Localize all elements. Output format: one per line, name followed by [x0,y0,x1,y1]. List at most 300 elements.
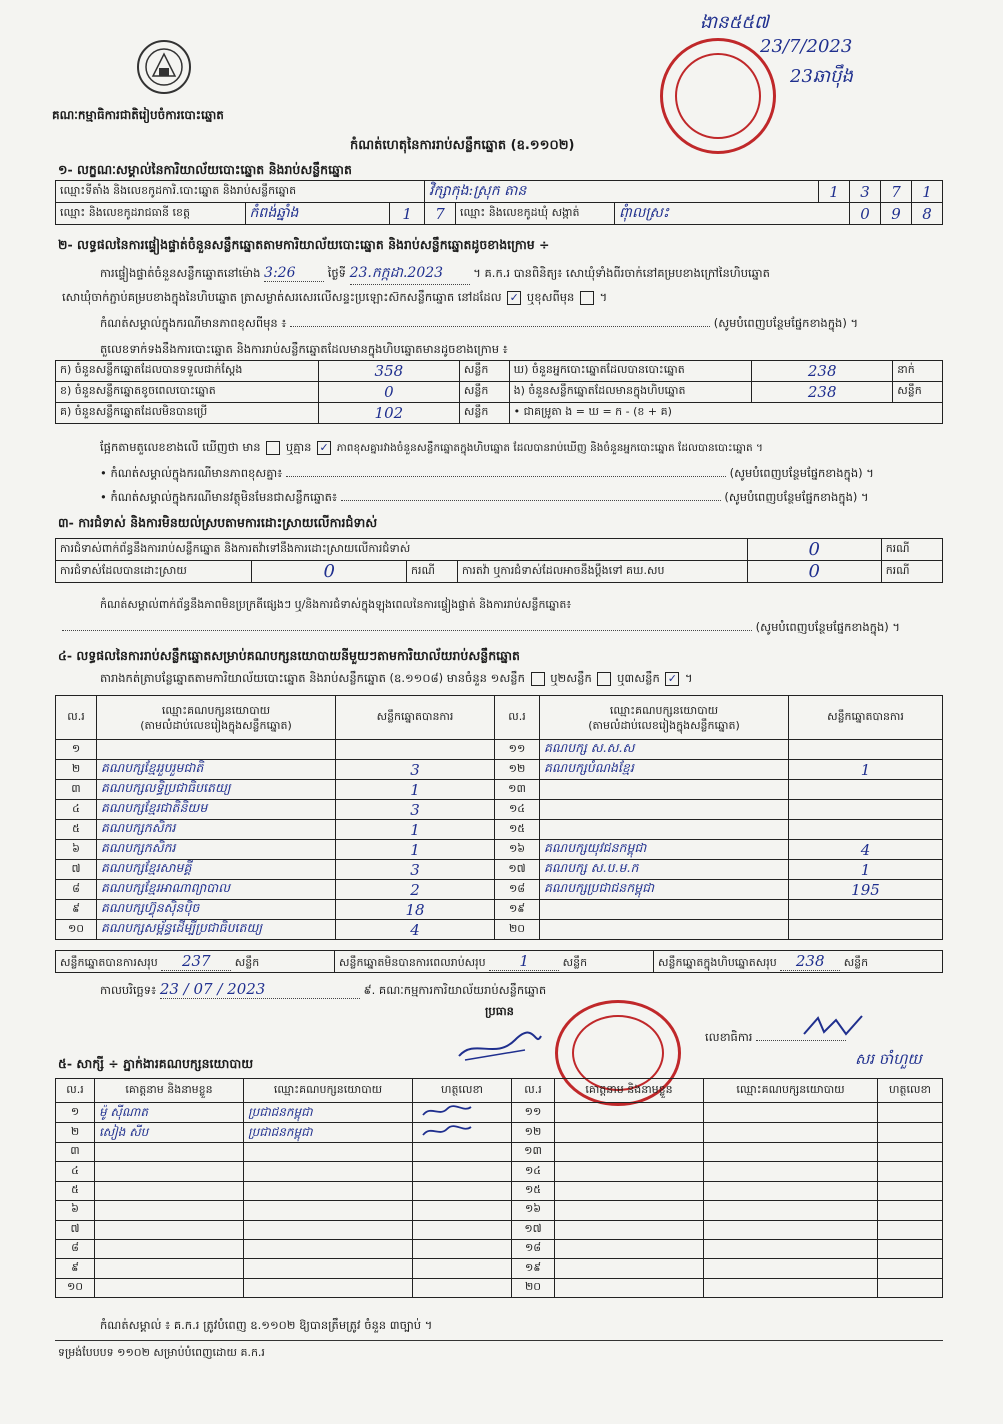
party-votes: 18 [336,900,495,920]
table-row [56,1239,943,1258]
objections-appeal-value: 0 [747,561,881,583]
objections-appeal-label: ការតវ៉ា ឬការជំទាស់ដែលអាចនឹងប្តឹងទៅ គឃ.សប [457,561,747,583]
table-row [56,800,943,820]
witness-signature [413,1201,512,1220]
witness-name [555,1103,704,1123]
chair-signature [455,1030,545,1064]
party-no: ១៧ [495,860,540,880]
table-row [56,1162,943,1181]
witness-party: ប្រជាជនកម្ពុជា [244,1103,413,1123]
party-votes [789,740,943,760]
col-votes-right: សន្លឹកឆ្នោតបានការ [789,696,943,740]
witness-party [704,1239,878,1258]
signing-line [100,980,546,1000]
tally-text-a: តារាងកត់ត្រាបន្លែឆ្នោតតាមការិយាល័យបោះឆ្នោត និងរាប់សន្លឹកឆ្នោត (ឧ.១១០៨) មានចំនួន ១សន្លឹក [100,671,525,685]
witness-name [555,1123,704,1143]
party-no: ១ [56,740,97,760]
witness-party [704,1162,878,1181]
witness-party [244,1239,413,1258]
verification-time: 3:26 [264,265,324,282]
party-name [540,820,789,840]
party-name [540,780,789,800]
discrepancy-text-b: ឬគ្មាន [285,440,312,454]
total-invalid-unit: សន្លឹក [562,955,588,969]
party-name: គណបក្សខ្មែរជាតិនិយម [97,800,336,820]
objections-resolved-label: ការជំទាស់ដែលបានដោះស្រាយ [56,561,252,583]
secretary-label: លេខាធិការ [705,1030,753,1044]
witness-no: ១២ [512,1123,555,1143]
verification-text-c: ។ គ.ក.រ បានពិនិត្យ៖ សោឃុំទាំងពីរចាក់នៅគម្របខាងក្រៅនៃហិបឆ្នោត [473,266,770,280]
fig-formula: • ជាគម្រូតា ង = ឃ = ក - (ខ + គ) [509,403,942,424]
footer-divider [55,1340,943,1341]
province-code-1: 1 [390,203,425,225]
col-no-right: ល.រ [495,696,540,740]
witness-no: ១៨ [512,1239,555,1258]
total-invalid [335,951,654,973]
party-votes: 1 [336,820,495,840]
party-votes: 195 [789,880,943,900]
chair-label: ប្រធាន [485,1004,514,1018]
verification-line-1 [100,263,770,285]
witness-signature [878,1181,943,1200]
fig-a-label: ក) ចំនួនសន្លឹកឆ្នោតដែលបានទទួលជាក់ស្តែង [56,361,319,382]
objections-resolved-value: 0 [252,561,407,583]
section-3-title: ៣- ការជំទាស់ និងការមិនយល់ស្របតាមការដោះស្រាយលើការជំទាស់ [58,515,378,530]
table-row [56,1181,943,1200]
col-party-left-sub: (តាមលំដាប់លេខរៀងក្នុងសន្លឹកឆ្នោត) [140,718,292,732]
party-name: គណបក្ស ស.ស.ស [540,740,789,760]
witness-signature [413,1220,512,1239]
witness-party: ប្រជាជនកម្ពុជា [244,1123,413,1143]
witness-name: ម៉ូ ស៊ីណាត [95,1103,244,1123]
party-votes: 1 [336,840,495,860]
party-no: ៤ [56,800,97,820]
party-no: ១៣ [495,780,540,800]
party-no: ៥ [56,820,97,840]
table-row [56,1123,943,1143]
two-sheets-checkbox[interactable] [597,672,611,686]
party-votes: 3 [336,860,495,880]
witness-name [95,1259,244,1278]
party-name [97,740,336,760]
witness-name [95,1278,244,1297]
witness-party [244,1259,413,1278]
party-no: ២០ [495,920,540,940]
w-col-name-left: គោត្តនាម និងនាមខ្លួន [95,1079,244,1103]
table-row [56,840,943,860]
witness-no: ៧ [56,1220,95,1239]
witness-signature [413,1103,512,1123]
witness-signature [878,1162,943,1181]
party-votes: 4 [789,840,943,860]
witness-party [244,1181,413,1200]
table-row [56,820,943,840]
location-code-3: 7 [881,181,912,203]
province-value: កំពង់ឆ្នាំង [245,203,390,225]
witness-name [95,1143,244,1162]
witness-signature [878,1103,943,1123]
nec-emblem [135,38,193,96]
party-no: ២ [56,760,97,780]
total-ballots-value: 238 [780,952,840,971]
party-no: ១៥ [495,820,540,840]
party-name: គណបក្សខ្មែរអាណាព្យាបាល [97,880,336,900]
same-as-before-checkbox[interactable]: ✓ [507,291,521,305]
party-no: ១២ [495,760,540,780]
committee-label: ៩. គណៈកម្មការការិយាល័យរាប់សន្លឹកឆ្នោត [363,983,547,997]
discrepancy-note-dots [286,476,726,477]
party-no: ៧ [56,860,97,880]
org-name: គណៈកម្មាធិការជាតិរៀបចំការបោះឆ្នោត [52,108,224,122]
witness-signature [878,1143,943,1162]
date-value: 23 / 07 / 2023 [160,980,360,999]
party-name: គណបក្សប្រជាជនកម្ពុជា [540,880,789,900]
witness-no: ១៧ [512,1220,555,1239]
location-value: វិក្សាកុង:ស្រុក តាន [425,181,819,203]
witness-name [95,1220,244,1239]
location-code-2: 3 [850,181,881,203]
witness-no: ១១ [512,1103,555,1123]
witness-signature [413,1259,512,1278]
witness-party [704,1278,878,1297]
party-no: ៨ [56,880,97,900]
location-code-4: 1 [912,181,943,203]
foreign-object-note [100,490,945,507]
fig-d-unit: នាក់ [893,361,943,382]
col-no-left: ល.រ [56,696,97,740]
fig-e-label: ង) ចំនួនសន្លឹកឆ្នោតដែលមានក្នុងហិបឆ្នោត [509,382,752,403]
different-checkbox[interactable] [580,291,594,305]
witness-party [244,1162,413,1181]
witness-no: ៣ [56,1143,95,1162]
commune-code-2: 9 [881,203,912,225]
one-sheet-checkbox[interactable] [531,672,545,686]
irregularities-note: កំណត់សម្គាល់ពាក់ព័ន្ធនឹងភាពមិនប្រក្រតីផ្សេងៗ ឬ/និងការជំទាស់ក្នុងឡុងពេលនៃការផ្ទៀងផ្ទាត់ និងការរាប់សន្លឹកឆ្នោត៖ [100,598,572,611]
witness-name: សៀង សីប [95,1123,244,1143]
total-invalid-label: សន្លឹកឆ្នោតមិនបានការពេលរាប់សរុប [339,955,486,969]
party-name: គណបក្សលទ្ធិប្រជាធិបតេយ្យ [97,780,336,800]
secretary-signature [800,1012,870,1040]
party-name [540,920,789,940]
party-name [540,800,789,820]
table-row [56,900,943,920]
witness-no: ២០ [512,1278,555,1297]
party-votes: 1 [336,780,495,800]
witness-party [244,1220,413,1239]
party-votes [789,800,943,820]
discrepancy-line [100,440,763,457]
tally-text-c: ឬ៣សន្លឹក [617,671,660,685]
discrepancy-text-a: ផ្អែកតាមតួលេខខាងលើ ឃើញថា មាន [100,440,261,454]
table-row [56,920,943,940]
witness-table [55,1078,943,1298]
verification-text-a: ការផ្ទៀងផ្ទាត់ចំនួនសន្លឹកឆ្នោតនៅម៉ោង [100,266,261,280]
objections-table [55,538,943,583]
commune-code-3: 8 [912,203,943,225]
witness-name [555,1162,704,1181]
party-name: គណបក្សខ្មែររួបរួមជាតិ [97,760,336,780]
table-row [56,1143,943,1162]
table-row [56,780,943,800]
w-col-no-left: ល.រ [56,1079,95,1103]
witness-name [555,1220,704,1239]
w-col-party-left: ឈ្មោះគណបក្សនយោបាយ [244,1079,413,1103]
footer-form-note: ទម្រង់បែបបទ ១១០២ សម្រាប់បំពេញដោយ គ.ក.រ [58,1346,265,1359]
witness-signature [878,1259,943,1278]
party-votes: 3 [336,760,495,780]
fig-d-label: ឃ) ចំនួនអ្នកបោះឆ្នោតដែលបានបោះឆ្នោត [509,361,752,382]
party-name: គណបក្សកសិករ [97,820,336,840]
irregularities-dots [62,630,752,631]
party-name: គណបក្សសម្ព័ន្ធដើម្បីប្រជាធិបតេយ្យ [97,920,336,940]
discrepancy-note-label: • កំណត់សម្គាល់ក្នុងករណីមានភាពខុសគ្នា៖ [100,466,283,480]
verification-line-2: សោឃុំចាក់ភ្ជាប់គម្របខាងក្នុងនៃហិបឆ្នោត ត្រាសម្ងាត់សរសេរលើសន្ទះប្រឡោះស៊កសន្លឹកឆ្នោត នៅដដែល ✓ ឬខុសពីមុន ។ [62,290,608,304]
party-no: ១៨ [495,880,540,900]
verification-text-b: ថ្ងៃទី [327,266,346,280]
witness-no: ៤ [56,1162,95,1181]
witness-name [555,1239,704,1258]
fig-b-label: ខ) ចំនួនសន្លឹកឆ្នោតខូចពេលបោះឆ្នោត [56,382,319,403]
witness-signature [878,1239,943,1258]
fig-a-value: 358 [318,361,459,382]
w-col-sig-right: ហត្ថលេខា [878,1079,943,1103]
witness-no: ១៤ [512,1162,555,1181]
col-party-right-sub: (តាមលំដាប់លេខរៀងក្នុងសន្លឹកឆ្នោត) [588,718,740,732]
irregularities-hint-line [62,620,945,637]
totals-table [55,950,943,973]
witness-signature [413,1123,512,1143]
three-sheets-checkbox[interactable]: ✓ [665,672,679,686]
objections-counting-label: ការជំទាស់ពាក់ព័ន្ធនឹងការរាប់សន្លឹកឆ្នោត និងការតវ៉ាទៅនឹងការដោះស្រាយលើការជំទាស់ [56,539,748,561]
difference-note-hint: (សូមបំពេញបន្ថែមផ្នែកខាងក្នុង) ។ [713,316,859,330]
party-votes [789,920,943,940]
objections-resolved-unit: ករណី [407,561,458,583]
fig-c-unit: សន្លឹក [459,403,509,424]
party-no: ៩ [56,900,97,920]
party-votes: 3 [336,800,495,820]
commune-value: ពុំាលស្រះ [615,203,850,225]
table-row [56,860,943,880]
party-votes [789,820,943,840]
party-votes: 1 [789,760,943,780]
witness-signature [413,1239,512,1258]
w-col-no-right: ល.រ [512,1079,555,1103]
witness-party [704,1143,878,1162]
table-row [56,880,943,900]
party-name [540,900,789,920]
witness-no: ១៣ [512,1143,555,1162]
table-row [56,1259,943,1278]
difference-note [100,316,945,333]
party-name: គណបក្សយុវជនកម្ពុជា [540,840,789,860]
tally-sheets-line: តារាងកត់ត្រាបន្លែឆ្នោតតាមការិយាល័យបោះឆ្នោត និងរាប់សន្លឹកឆ្នោត (ឧ.១១០៨) មានចំនួន ១សន្លឹក ឬ២សន្លឹក ឬ៣សន្លឹក ✓ ។ [100,671,693,685]
objections-appeal-unit: ករណី [881,561,942,583]
witness-party [704,1103,878,1123]
witness-signature [413,1162,512,1181]
party-name: គណបក្សខ្មែរសាមគ្គី [97,860,336,880]
secretary-name: សរ ចាំហួយ [855,1050,922,1068]
location-code-1: 1 [819,181,850,203]
party-no: ១៦ [495,840,540,860]
party-votes: 1 [789,860,943,880]
party-votes [789,780,943,800]
commune-label: ឈ្មោះ និងលេខកូដឃុំ សង្កាត់ [456,203,615,225]
table-row [56,760,943,780]
has-discrepancy-checkbox[interactable] [266,441,280,455]
witness-party [704,1220,878,1239]
verification-date: 23.កក្កដា.2023 [350,263,470,285]
party-no: ១៩ [495,900,540,920]
witness-no: ១ [56,1103,95,1123]
party-no: ៦ [56,840,97,860]
party-no: ៣ [56,780,97,800]
col-party-right-title: ឈ្មោះគណបក្សនយោបាយ [609,703,719,717]
total-ballots-unit: សន្លឹក [843,955,869,969]
party-name: គណបក្សហ៊្វុនស៊ិនប៉ិច [97,900,336,920]
witness-signature [878,1220,943,1239]
party-votes: 2 [336,880,495,900]
fig-e-value: 238 [752,382,893,403]
date-label: កាលបរិច្ឆេទ៖ [100,983,157,997]
discrepancy-text-c: ភាពខុសគ្នារវាងចំនួនសន្លឹកឆ្នោតក្នុងហិបឆ្នោត ដែលបានរាប់ឃើញ និងចំនួនអ្នកបោះឆ្នោត ដែលបានបោះឆ្នោត ។ [336,442,763,454]
fig-a-unit: សន្លឹក [459,361,509,382]
figures-intro: តួលេខទាក់ទងនឹងការបោះឆ្នោត និងការរាប់សន្លឹកឆ្នោតដែលមានក្នុងហិបឆ្នោតមានដូចខាងក្រោម ៖ [100,342,508,356]
total-ballots [654,951,943,973]
witness-signature [413,1181,512,1200]
location-label: ឈ្មោះទីតាំង និងលេខកូដការិ.បោះឆ្នោត និងរាប់សន្លឹកឆ្នោត [56,181,425,203]
party-votes: 4 [336,920,495,940]
witness-name [95,1239,244,1258]
table-row [56,1278,943,1297]
witness-party [704,1259,878,1278]
objections-counting-value: 0 [747,539,881,561]
difference-note-dots [290,326,710,327]
party-votes [336,740,495,760]
witness-no: ១៩ [512,1259,555,1278]
witness-signature [413,1143,512,1162]
witness-name [95,1181,244,1200]
verification-text-d: សោឃុំចាក់ភ្ជាប់គម្របខាងក្នុងនៃហិបឆ្នោត ត្រាសម្ងាត់សរសេរលើសន្ទះប្រឡោះស៊កសន្លឹកឆ្នោត នៅដដែល [62,290,502,304]
witness-no: ៨ [56,1239,95,1258]
witness-party [244,1143,413,1162]
witness-no: ១៦ [512,1201,555,1220]
witness-no: ៩ [56,1259,95,1278]
section-5-title: ៥- សាក្សី ÷ ភ្នាក់ងារគណបក្សនយោបាយ [58,1056,254,1071]
witness-party [704,1201,878,1220]
fig-c-label: គ) ចំនួនសន្លឹកឆ្នោតដែលមិនបានប្រើ [56,403,319,424]
section-1-table [55,180,943,225]
difference-note-label: កំណត់សម្គាល់ក្នុងករណីមានភាពខុសពីមុន ៖ [100,316,287,330]
commune-code-1: 0 [850,203,881,225]
section-1-title: ១- លក្ខណៈសម្គាល់នៃការិយាល័យបោះឆ្នោត និងរាប់សន្លឹកឆ្នោត [58,162,352,177]
table-row [56,1103,943,1123]
total-invalid-value: 1 [489,952,559,971]
objections-counting-unit: ករណី [881,539,942,561]
stamp-note-line1: ងាន៥៥៧ [700,12,769,33]
foreign-object-note-label: • កំណត់សម្គាល់ក្នុងករណីមានវត្ថុមិនមែនជាសន្លឹកឆ្នោត៖ [100,490,338,504]
witness-no: ១៥ [512,1181,555,1200]
party-name: គណបក្សបំណងខ្មែរ [540,760,789,780]
secretary-dots [756,1040,846,1041]
party-name: គណបក្សកសិករ [97,840,336,860]
section-2-title: ២- លទ្ធផលនៃការផ្ទៀងផ្ទាត់ចំនួនសន្លឹកឆ្នោតតាមការិយាល័យបោះឆ្នោត និងរាប់សន្លឹកឆ្នោតដូចខាងក្រោម ÷ [58,237,550,252]
party-no: ១១ [495,740,540,760]
party-no: ១៤ [495,800,540,820]
fig-c-value: 102 [318,403,459,424]
col-votes-left: សន្លឹកឆ្នោតបានការ [336,696,495,740]
total-valid-value: 237 [161,952,231,971]
party-results-table [55,695,943,940]
total-valid [56,951,335,973]
witness-no: ៦ [56,1201,95,1220]
witness-name [555,1278,704,1297]
witness-name [555,1181,704,1200]
party-no: ១០ [56,920,97,940]
fig-e-unit: សន្លឹក [893,382,943,403]
table-row [56,1220,943,1239]
fig-b-unit: សន្លឹក [459,382,509,403]
figures-table [55,360,943,424]
w-col-name-right: គោត្តនាម និងនាមខ្លួន [555,1079,704,1103]
witness-party [244,1201,413,1220]
table-row [56,740,943,760]
witness-no: ២ [56,1123,95,1143]
total-valid-unit: សន្លឹក [234,955,260,969]
verification-text-e: ឬខុសពីមុន [526,290,575,304]
foreign-object-note-dots [341,500,721,501]
witness-name [95,1162,244,1181]
witness-name [555,1259,704,1278]
witness-signature [413,1278,512,1297]
discrepancy-note [100,466,945,483]
witness-name [555,1201,704,1220]
fig-b-value: 0 [318,382,459,403]
total-ballots-label: សន្លឹកឆ្នោតក្នុងហិបឆ្នោតសរុប [658,955,777,969]
official-seal-top [660,38,776,154]
stamp-note-line2: 23/7/2023 [760,36,853,57]
party-votes [789,900,943,920]
irregularities-hint: (សូមបំពេញបន្ថែមផ្នែកខាងក្នុង) ។ [755,620,900,634]
witness-name [95,1201,244,1220]
col-party-right [540,696,789,740]
w-col-sig-left: ហត្ថលេខា [413,1079,512,1103]
witness-party [704,1181,878,1200]
table-row [56,1201,943,1220]
witness-note: កំណត់សម្គាល់ ៖ គ.ក.រ ត្រូវបំពេញ ឧ.១១០២ ឱ្យបានត្រឹមត្រូវ ចំនួន ៣ច្បាប់ ។ [100,1318,433,1332]
witness-no: ១០ [56,1278,95,1297]
province-label: ឈ្មោះ និងលេខកូដរាជធានី ខេត្ត [56,203,246,225]
foreign-object-note-hint: (សូមបំពេញបន្ថែមផ្នែកខាងក្នុង) ។ [724,490,869,504]
page-title: កំណត់ហេតុនៃការរាប់សន្លឹកឆ្នោត (ឧ.១១០២) [350,138,575,153]
province-code-2: 7 [425,203,456,225]
col-party-left [97,696,336,740]
col-party-left-title: ឈ្មោះគណបក្សនយោបាយ [161,703,271,717]
stamp-note-line3: 23ឆាប៉ឹង [790,66,853,87]
section-4-title: ៤- លទ្ធផលនៃការរាប់សន្លឹកឆ្នោតសម្រាប់គណបក្សនយោបាយនីមួយៗតាមការិយាល័យរាប់សន្លឹកឆ្នោត [58,648,520,663]
discrepancy-note-hint: (សូមបំពេញបន្ថែមផ្នែកខាងក្នុង) ។ [729,466,874,480]
tally-text-b: ឬ២សន្លឹក [550,671,592,685]
witness-name [555,1143,704,1162]
fig-d-value: 238 [752,361,893,382]
witness-party [704,1123,878,1143]
witness-signature [878,1278,943,1297]
witness-no: ៥ [56,1181,95,1200]
witness-party [244,1278,413,1297]
witness-signature [878,1201,943,1220]
w-col-party-right: ឈ្មោះគណបក្សនយោបាយ [704,1079,878,1103]
no-discrepancy-checkbox[interactable]: ✓ [317,441,331,455]
total-valid-label: សន្លឹកឆ្នោតបានការសរុប [60,955,158,969]
